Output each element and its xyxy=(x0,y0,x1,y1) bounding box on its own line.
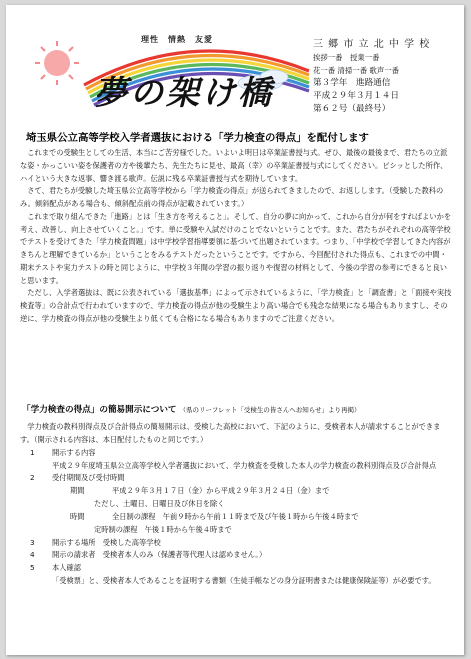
time-label: 時間 xyxy=(70,511,85,521)
disclosure-item-5: 5 本人確認 xyxy=(30,563,82,573)
article-body xyxy=(20,147,452,326)
disclosure-item-1: 1 開示する内容 xyxy=(30,447,96,457)
article-paragraph: ただし、入学者選抜は、既に公表されている「選抜基準」によって示されているように、「学力検査」と「調査書」と「面接や実技検査等」の合計点で行われていますので、学力検査の得点が他の受験生より高い場合でも残念な結果になる場合もありますし、その逆に、学力検査の得点が他の受験生より低くても合格になる場合もありますのでご注意ください。 xyxy=(20,288,452,323)
disclosure-intro: 学力検査の教科別得点及び合計得点の簡易開示は、受検した高校において、下記のように、受検者本人が請求することができます。（開示される内容は、本日配付したものと同じです。） xyxy=(20,422,441,444)
item-detail: 平成２９年度埼玉県公立高等学校入学者選抜において、学力検査を受検した本人の学力検査の教科別得点及び合計得点 xyxy=(52,460,437,470)
item-title: 本人確認 xyxy=(52,563,82,573)
newsletter-header xyxy=(6,5,464,123)
item-title: 開示する場所 受検した高等学校 xyxy=(52,537,161,547)
disclosure-item-2: 2 受付期間及び受付時間 xyxy=(30,473,125,483)
sun-icon xyxy=(35,41,79,85)
disclosure-item-4: 4 開示の請求者 受検者本人のみ（保護者等代理人は認めません。） xyxy=(30,550,267,560)
time-part: 定時制の課程 午後１時から午後４時まで xyxy=(94,524,232,534)
item-title: 受付期間及び受付時間 xyxy=(52,473,125,483)
item-title: 開示の請求者 受検者本人のみ（保護者等代理人は認めません。） xyxy=(52,550,267,560)
disclosure-title-note: （県のリーフレット「受検生の皆さんへお知らせ」より再掲） xyxy=(179,406,361,414)
school-info-block xyxy=(313,38,461,116)
article-headline: 埼玉県公立高等学校入学者選抜における「学力検査の得点」を配付します xyxy=(26,132,369,144)
school-slogan-2: 花一番 清掃一番 歌声一番 xyxy=(313,66,399,75)
item-title: 開示する内容 xyxy=(52,447,96,457)
school-motto: 理性 情熱 友愛 xyxy=(141,35,213,44)
disclosure-section-title xyxy=(22,403,361,415)
school-slogan-1: 挨拶一番 授業一番 xyxy=(313,53,380,62)
disclosure-title: 「学力検査の得点」の簡易開示について xyxy=(22,405,177,415)
period-label: 期間 xyxy=(70,486,85,496)
article-paragraph: これまでの受験生としての生活、本当にご苦労様でした。いよいよ明日は卒業証書授与式。ぜひ、最後の最後まで、君たちの立派な姿・かっこいい姿を保護者の方や後輩たち、先生たちに見せ、最高（幸）の卒業証書授与式にしてください。ビシッとした所作、ハイという大きな返事、響き渡る歌声。伝説に残る卒業証書授与式を期待しています。 xyxy=(20,148,448,183)
disclosure-body xyxy=(20,421,452,588)
school-name: 三 郷 市 立 北 中 学 校 xyxy=(313,39,431,50)
issue-date: 平成２９年３月１４日 xyxy=(313,91,399,101)
period-value: 平成２９年３月１７日（金）から平成２９年３月２４日（金）まで xyxy=(112,486,330,496)
issue-title: 第３学年 進路通信 xyxy=(313,78,391,88)
newsletter-title: 夢の架け橋 xyxy=(94,73,274,112)
document-page xyxy=(6,5,464,655)
article-paragraph: さて、君たちが受験した埼玉県公立高等学校から「学力検査の得点」が送られてきましたので、お返しします。（受験した教科のみ。傾斜配点がある場合も、傾斜配点前の得点が記載されています。） xyxy=(20,186,444,208)
item-detail: 「受検票」と、受検者本人であることを証明する書類（生徒手帳などの身分証明書または健康保険証等）が必要です。 xyxy=(52,576,436,586)
issue-number: 第６２号（最終号） xyxy=(313,104,391,114)
period-note: ただし、土曜日、日曜日及び休日を除く xyxy=(94,499,225,509)
article-paragraph: これまで取り組んできた「進路」とは「生き方を考えること」。そして、自分の夢に向かって、これから自分が何をすればよいかを考え、改善し、向上させていくこと。」です。単に受験や入試だけのことでないということです。また、君たちがそれぞれの高等学校でテストを受けてきた「学力検査問題」は中学校学習指導要領に基づいて出題されています。つまり、「中学校で学習してきた内容がきちんと理解できているか」ということをみるテストだったということです。ですから、今回配付された得点も、これまでの中間・期末テストや実力テストの時と同じように、中学校３年間の学習の振り返りや復習の材料として、今後の学習の参考にできると良いと思います。 xyxy=(20,211,452,285)
time-full: 全日制の課程 午前９時から午前１１時まで及び午後１時から午後４時まで xyxy=(112,511,359,521)
disclosure-item-3: 3 開示する場所 受検した高等学校 xyxy=(30,537,161,547)
time-line xyxy=(20,511,452,524)
period-line xyxy=(20,485,452,498)
